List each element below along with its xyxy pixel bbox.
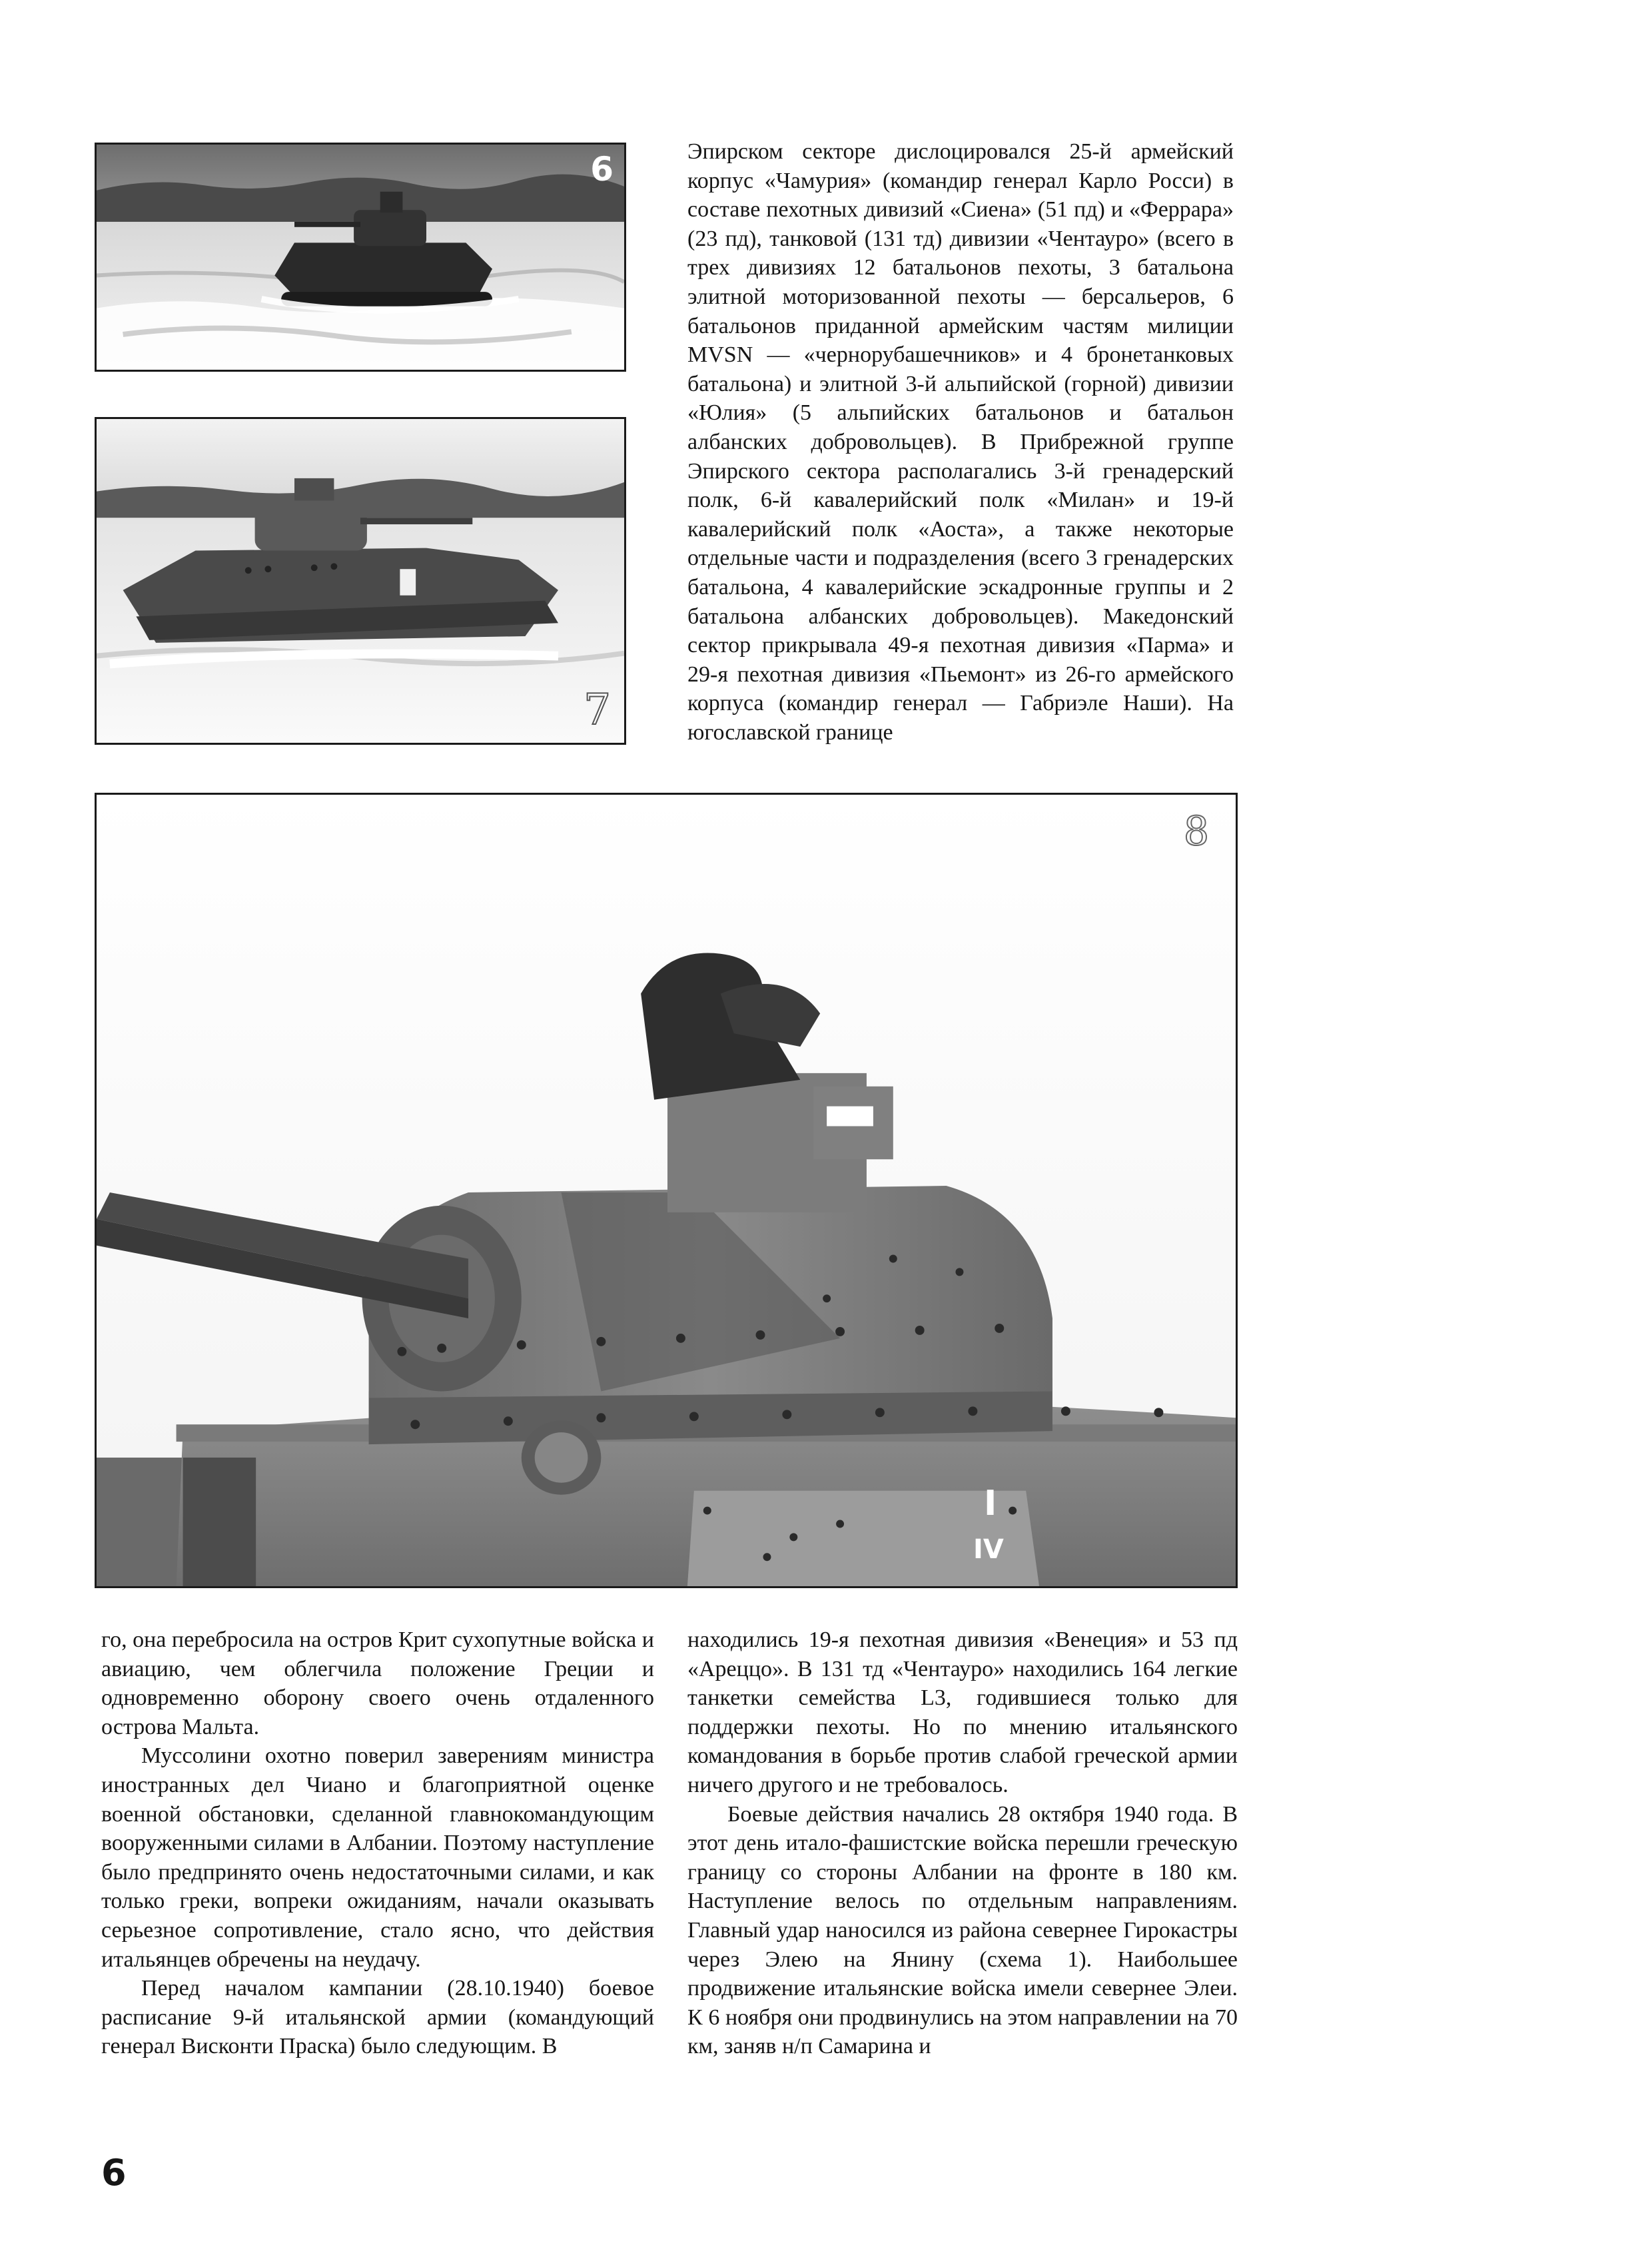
photo-8: [95, 793, 1238, 1588]
turret-marking-top: I: [984, 1484, 997, 1524]
paragraph: го, она перебросила на остров Крит сухопутные войска и авиацию, чем облегчила положение Греции и одновременно оборону своего очень отдаленного острова Мальта.: [101, 1627, 654, 1739]
photo-7-number: 7: [584, 685, 611, 735]
page-number: 6: [101, 2152, 127, 2194]
photo-6-image: [97, 145, 624, 370]
photo-7: [95, 417, 626, 745]
photo-7-image: [97, 419, 624, 743]
photo-6: [95, 143, 626, 372]
paragraph: находились 19-я пехотная дивизия «Венеция» и 53 пд «Ареццо». В 131 тд «Чентауро» находились 164 легкие танкетки семейства L3, годившиеся только для поддержки пехоты. Но по мнению итальянского командования в борьбе против слабой греческой армии ничего другого и не требовалось.: [687, 1627, 1238, 1797]
photo-6-number: 6: [590, 150, 614, 189]
top-text-column: [687, 137, 1234, 747]
photo-8-image: [97, 795, 1236, 1586]
turret-marking-bottom: IV: [973, 1534, 1004, 1565]
paragraph: Перед началом кампании (28.10.1940) боевое расписание 9-й итальянской армии (командующий генерал Висконти Праска) было следующим. В: [101, 1976, 654, 2059]
photo-8-number: 8: [1183, 808, 1209, 855]
paragraph: Эпирском секторе дислоцировался 25-й армейский корпус «Чамурия» (командир генерал Карло Росси) в составе пехотных дивизий «Сиена» (51 пд) и «Феррара» (23 пд), танковой (131 тд) дивизии «Чентауро» (всего в трех дивизиях 12 батальонов пехоты, 3 батальона элитной моторизованной пехоты — берсальеров, 6 батальонов приданной армейским частям милиции MVSN — «чернорубашечников» и 4 бронетанковых батальона) и элитной 3-й альпийской (горной) дивизии «Юлия» (5 альпийских батальонов и батальон албанских добровольцев). В Прибрежной группе Эпирского сектора располагались 3-й гренадерский полк, 6-й кавалерийский полк «Милан» и 19-й кавалерийский полк «Аоста», а также некоторые отдельные части и подразделения (всего 3 гренадерских батальона, 4 кавалерийские эскадронные группы и 2 батальона албанских добровольцев). Македонский сектор прикрывала 49-я пехотная дивизия «Парма» и 29-я пехотная дивизия «Пьемонт» из 26-го армейского корпуса (командир генерал — Габриэле Наши). На югославской границе: [687, 139, 1234, 745]
bottom-right-text-column: [687, 1625, 1238, 2061]
bottom-left-text-column: [101, 1625, 654, 2061]
paragraph: Муссолини охотно поверил заверениям министра иностранных дел Чиано и благоприятной оценке военной обстановки, сделанной главнокомандующим вооруженными силами в Албании. Поэтому наступление было предпринято очень недостаточными силами, и как только греки, вопреки ожиданиям, начали оказывать серьезное сопротивление, стало ясно, что действия итальянцев обречены на неудачу.: [101, 1743, 654, 1972]
paragraph: Боевые действия начались 28 октября 1940 года. В этот день итало-фашистские войска перешли греческую границу со стороны Албании на фронте в 180 км. Наступление велось по отдельным направлениям. Главный удар наносился из района севернее Гирокастры через Элею на Янину (схема 1). Наибольшее продвижение итальянские войска имели севернее Элеи. К 6 ноября они продвинулись на этом направлении на 70 км, заняв н/п Самарина и: [687, 1801, 1238, 2059]
